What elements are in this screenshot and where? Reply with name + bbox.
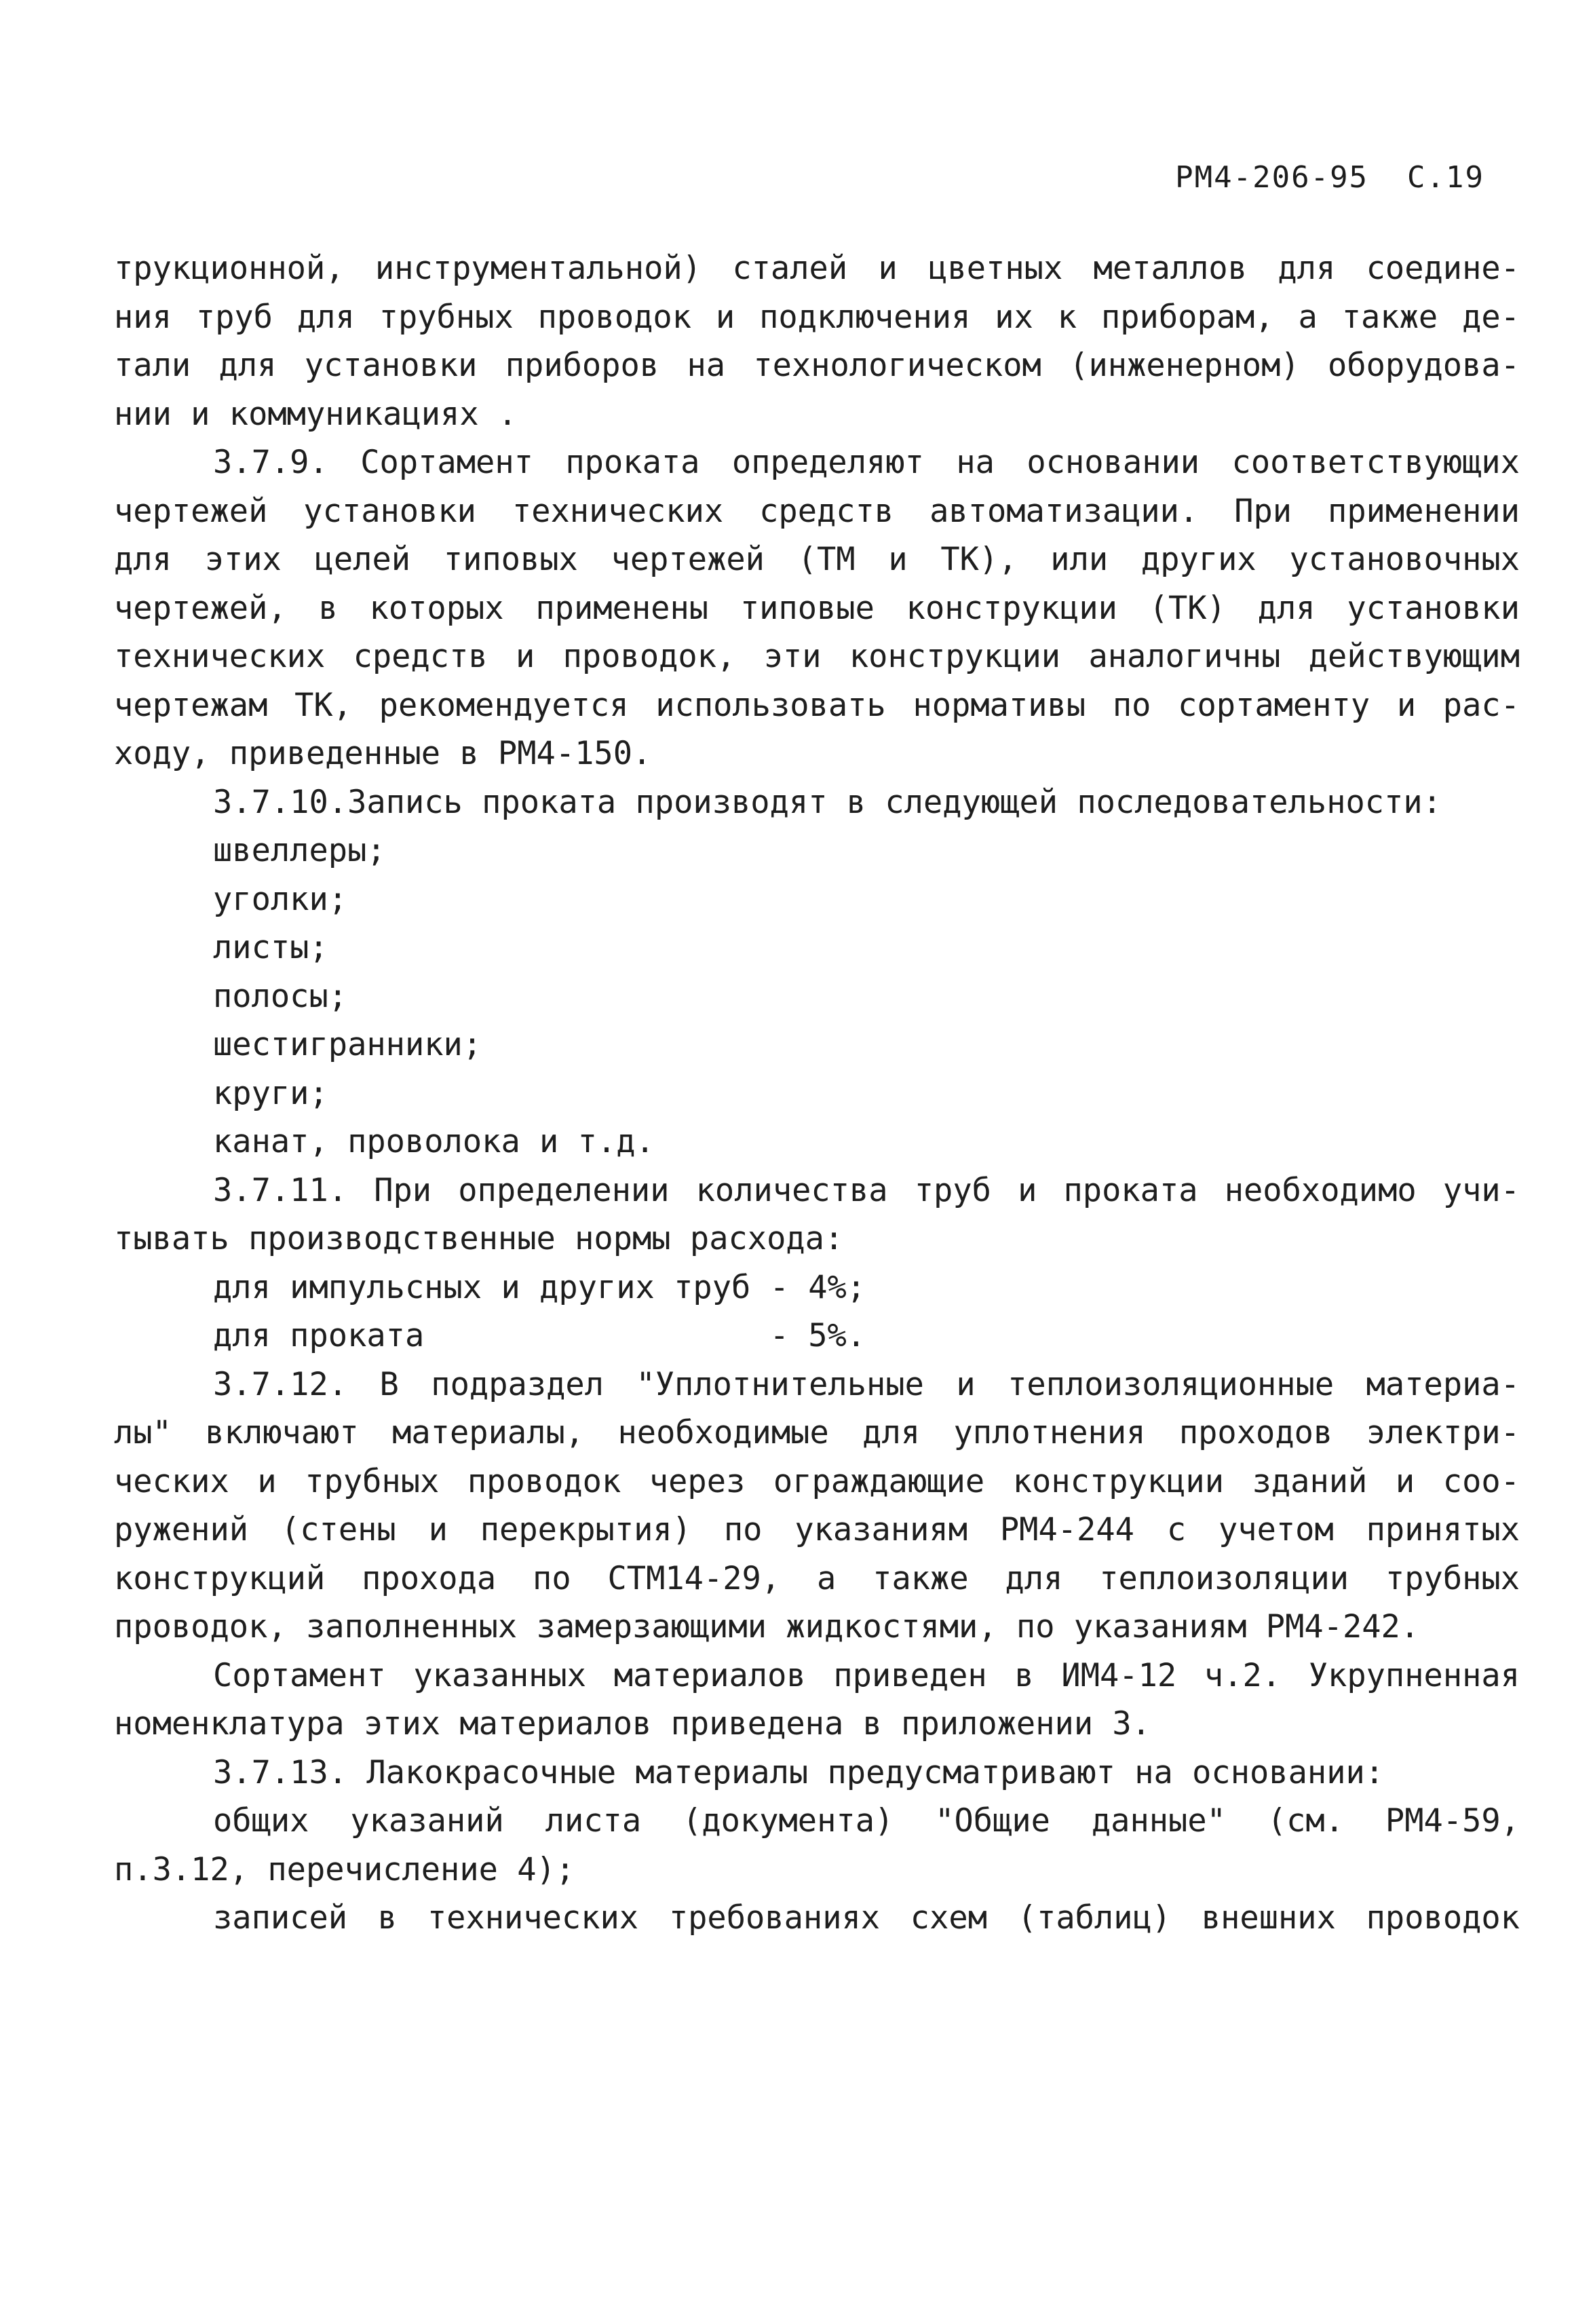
list-item: для проката - 5%. — [213, 1317, 866, 1354]
text-line: для этих целей типовых чертежей (ТМ и ТК), или других установочных — [114, 541, 1520, 578]
body-text — [114, 244, 1520, 1943]
list-item: для импульсных и других труб - 4%; — [213, 1268, 866, 1306]
text-line: трукционной, инструментальной) сталей и цветных металлов для соедине- — [114, 250, 1520, 287]
text-line: записей в технических требованиях схем (таблиц) внешних проводок — [213, 1899, 1520, 1937]
text-line: номенклатура этих материалов приведена в приложении 3. — [114, 1705, 1151, 1742]
page-header — [1175, 160, 1484, 195]
list-item: канат, проволока и т.д. — [213, 1123, 655, 1160]
page-number: С.19 — [1407, 160, 1484, 195]
text-line: проводок, заполненных замерзающими жидкостями, по указаниям РМ4-242. — [114, 1608, 1420, 1645]
text-line: 3.7.9. Сортамент проката определяют на основании соответствующих — [213, 444, 1520, 481]
text-line: 3.7.10.Запись проката производят в следующей последовательности: — [213, 783, 1442, 821]
text-line: Сортамент указанных материалов приведен в ИМ4-12 ч.2. Укрупненная — [213, 1656, 1520, 1694]
list-item: листы; — [213, 929, 328, 966]
list-item: круги; — [213, 1074, 328, 1112]
text-line: п.3.12, перечисление 4); — [114, 1850, 575, 1888]
text-line: 3.7.12. В подраздел "Уплотнительные и теплоизоляционные материа- — [213, 1365, 1520, 1403]
list-item: полосы; — [213, 977, 348, 1015]
text-line: тывать производственные нормы расхода: — [114, 1220, 844, 1257]
text-line: тали для установки приборов на технологическом (инженерном) оборудова- — [114, 347, 1520, 384]
list-item: швеллеры; — [213, 832, 386, 869]
text-line: общих указаний листа (документа) "Общие данные" (см. РМ4-59, — [213, 1802, 1520, 1840]
text-line: лы" включают материалы, необходимые для уплотнения проходов электри- — [114, 1414, 1520, 1451]
text-line: чертежам ТК, рекомендуется использовать нормативы по сортаменту и рас- — [114, 686, 1520, 724]
document-code: РМ4-206-95 — [1175, 160, 1369, 195]
list-item: уголки; — [213, 880, 348, 918]
text-line: технических средств и проводок, эти конструкции аналогичны действующим — [114, 638, 1520, 675]
text-line: 3.7.13. Лакокрасочные материалы предусматривают на основании: — [213, 1753, 1385, 1791]
text-line: 3.7.11. При определении количества труб и проката необходимо учи- — [213, 1171, 1520, 1209]
text-line: чертежей, в которых применены типовые конструкции (ТК) для установки — [114, 589, 1520, 627]
text-line: ружений (стены и перекрытия) по указаниям РМ4-244 с учетом принятых — [114, 1511, 1520, 1548]
text-line: ния труб для трубных проводок и подключения их к приборам, а также де- — [114, 298, 1520, 336]
text-line: нии и коммуникациях . — [114, 395, 518, 433]
list-item: шестигранники; — [213, 1026, 482, 1063]
text-line: конструкций прохода по СТМ14-29, а также для теплоизоляции трубных — [114, 1559, 1520, 1597]
text-line: ходу, приведенные в РМ4-150. — [114, 735, 652, 772]
text-line: чертежей установки технических средств автоматизации. При применении — [114, 492, 1520, 530]
text-line: ческих и трубных проводок через ограждающие конструкции зданий и соо- — [114, 1462, 1520, 1500]
